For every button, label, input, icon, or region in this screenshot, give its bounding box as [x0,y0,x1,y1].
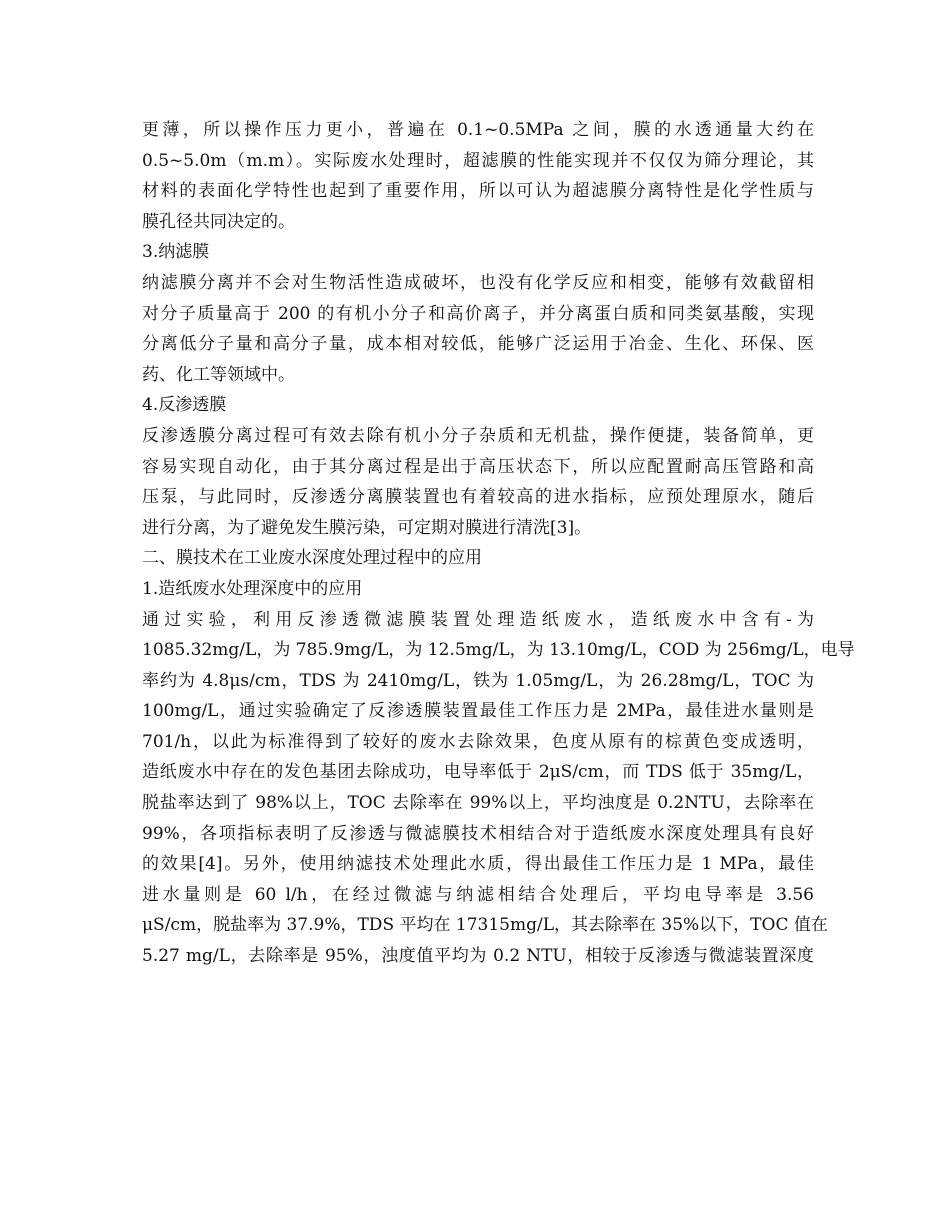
text-line: 容易实现自动化，由于其分离过程是出于高压状态下，所以应配置耐高压管路和高 [142,456,814,477]
section-heading: 4.反渗透膜 [142,395,227,416]
text-line: 的效果[4]。另外，使用纳滤技术处理此水质，得出最佳工作压力是 1 MPa，最佳 [142,854,814,875]
text-line: 通过实验，利用反渗透微滤膜装置处理造纸废水，造纸废水中含有-为 [142,609,814,630]
text-line: 压泵，与此同时，反渗透分离膜装置也有着较高的进水指标，应预处理原水，随后 [142,487,814,508]
text-line: 药、化工等领域中。 [142,364,295,385]
text-line: 1085.32mg/L，为 785.9mg/L，为 12.5mg/L，为 13.10mg/L，COD 为 256mg/L，电导 [142,640,855,661]
text-line: 100mg/L，通过实验确定了反渗透膜装置最佳工作压力是 2MPa，最佳进水量则是 [142,701,814,722]
text-line: 材料的表面化学特性也起到了重要作用，所以可认为超滤膜分离特性是化学性质与 [142,181,814,202]
text-line: 脱盐率达到了 98%以上，TOC 去除率在 99%以上，平均浊度是 0.2NTU，去除率在 [142,793,814,814]
text-line: 率约为 4.8μs/cm，TDS 为 2410mg/L，铁为 1.05mg/L，为 26.28mg/L，TOC 为 [142,670,814,691]
text-line: 0.5~5.0m（m.m）。实际废水处理时，超滤膜的性能实现并不仅仅为筛分理论，其 [142,150,814,171]
text-line: 膜孔径共同决定的。 [142,211,295,232]
text-line: 更薄，所以操作压力更小，普遍在 0.1~0.5MPa 之间，膜的水透通量大约在 [142,120,814,140]
text-line: 5.27 mg/L，去除率是 95%，浊度值平均为 0.2 NTU，相较于反渗透与微滤装置深度 [142,946,814,967]
text-line: 进行分离，为了避免发生膜污染，可定期对膜进行清洗[3]。 [142,517,592,538]
section-heading: 3.纳滤膜 [142,242,210,263]
document-body [142,115,855,972]
section-heading: 1.造纸废水处理深度中的应用 [142,578,363,599]
text-line: 进水量则是 60 l/h，在经过微滤与纳滤相结合处理后，平均电导率是 3.56 [142,884,814,905]
text-line: 99%，各项指标表明了反渗透与微滤膜技术相结合对于造纸废水深度处理具有良好 [142,823,814,844]
text-line: 分离低分子量和高分子量，成本相对较低，能够广泛运用于冶金、生化、环保、医 [142,334,814,355]
text-line: μS/cm，脱盐率为 37.9%，TDS 平均在 17315mg/L，其去除率在 35%以下，TOC 值在 [142,915,828,936]
text-line: 纳滤膜分离并不会对生物活性造成破坏，也没有化学反应和相变，能够有效截留相 [142,272,814,293]
text-line: 反渗透膜分离过程可有效去除有机小分子杂质和无机盐，操作便捷，装备简单，更 [142,425,814,446]
text-line: 造纸废水中存在的发色基团去除成功，电导率低于 2μS/cm，而 TDS 低于 35mg/L， [142,762,814,783]
section-heading: 二、膜技术在工业废水深度处理过程中的应用 [142,548,482,569]
text-line: 对分子质量高于 200 的有机小分子和高价离子，并分离蛋白质和同类氨基酸，实现 [142,303,814,324]
text-line: 701/h，以此为标准得到了较好的废水去除效果，色度从原有的棕黄色变成透明， [142,731,814,752]
